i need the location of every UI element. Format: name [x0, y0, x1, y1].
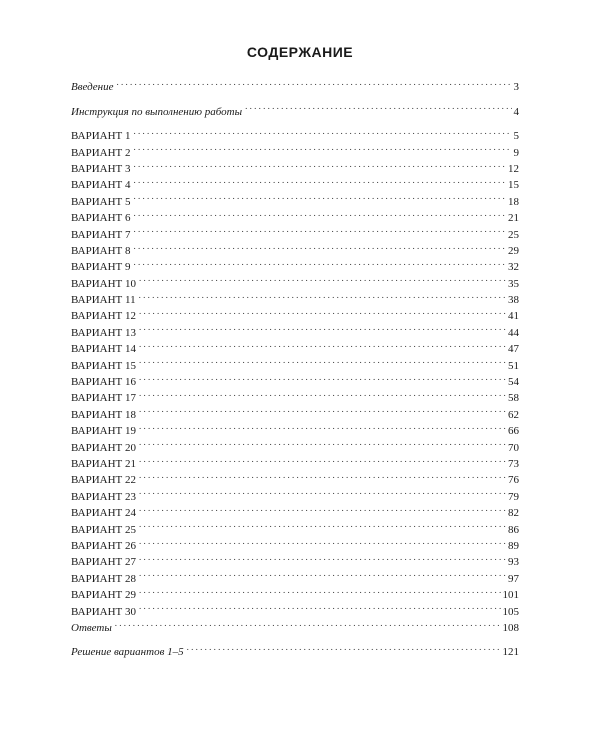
- toc-entry-page: 12: [508, 162, 519, 175]
- dot-leader: [134, 139, 512, 155]
- toc-entry-label: ВАРИАНТ 27: [71, 556, 137, 569]
- toc-entry-label: ВАРИАНТ 5: [71, 195, 131, 208]
- toc-entry-instructions: [71, 98, 519, 118]
- toc-entry-page: 51: [508, 359, 519, 372]
- dot-leader: [139, 467, 506, 483]
- dot-leader: [139, 598, 500, 614]
- toc-entry-variant: [71, 172, 519, 192]
- toc-entry-variant: [71, 319, 519, 339]
- toc-entry-label: ВАРИАНТ 22: [71, 474, 137, 487]
- dot-leader: [139, 336, 506, 352]
- toc-entry-label: ВАРИАНТ 16: [71, 376, 137, 389]
- toc-entry-page: 82: [508, 507, 519, 520]
- toc-entry-label: ВАРИАНТ 12: [71, 310, 137, 323]
- toc-entry-solutions: [71, 639, 519, 659]
- dot-leader: [139, 401, 506, 417]
- toc-entry-variant: [71, 401, 519, 421]
- dot-leader: [134, 221, 506, 237]
- dot-leader: [134, 254, 506, 270]
- toc-entry-label: ВАРИАНТ 8: [71, 244, 131, 257]
- dot-leader: [139, 533, 506, 549]
- dot-leader: [139, 369, 506, 385]
- toc-entry-label: Введение: [71, 81, 114, 94]
- toc-entry-page: 38: [508, 294, 519, 307]
- toc-entry-page: 47: [508, 343, 519, 356]
- dot-leader: [139, 434, 506, 450]
- dot-leader: [139, 483, 506, 499]
- toc-entry-label: ВАРИАНТ 28: [71, 572, 137, 585]
- toc-entry-label: ВАРИАНТ 30: [71, 605, 137, 618]
- toc-entry-variant: [71, 221, 519, 241]
- toc-entry-page: 86: [508, 523, 519, 536]
- spacer: [71, 90, 519, 98]
- dot-leader: [139, 451, 506, 467]
- dot-leader: [139, 565, 506, 581]
- toc-entry-page: 89: [508, 539, 519, 552]
- toc-entry-label: ВАРИАНТ 7: [71, 228, 131, 241]
- toc-entry-variant: [71, 287, 519, 307]
- toc-entry-variant: [71, 565, 519, 585]
- toc-entry-page: 35: [508, 277, 519, 290]
- toc-entry-variant: [71, 549, 519, 569]
- toc-entry-page: 25: [508, 228, 519, 241]
- toc-entry-page: 32: [508, 261, 519, 274]
- toc-entry-page: 93: [508, 556, 519, 569]
- dot-leader: [139, 352, 506, 368]
- dot-leader: [117, 74, 512, 90]
- dot-leader: [134, 238, 506, 254]
- toc-entry-variant: [71, 582, 519, 602]
- toc-entry-variant: [71, 238, 519, 257]
- toc-entry-variant: [71, 139, 519, 159]
- spacer: [71, 631, 519, 639]
- toc-entry-variant: [71, 123, 519, 143]
- toc-entry-label: ВАРИАНТ 18: [71, 408, 137, 421]
- toc-entry-variant: [71, 369, 519, 389]
- toc-entry-variant: [71, 451, 519, 470]
- dot-leader: [245, 98, 511, 114]
- dot-leader: [139, 500, 506, 516]
- toc-entry-page: 73: [508, 457, 519, 470]
- toc-entry-page: 79: [508, 490, 519, 503]
- toc-entry-variant: [71, 205, 519, 225]
- toc-entry-variant: [71, 352, 519, 372]
- toc-entry-page: 62: [508, 408, 519, 421]
- dot-leader: [139, 303, 506, 319]
- toc-entry-label: ВАРИАНТ 14: [71, 343, 137, 356]
- toc-entry-page: 4: [513, 105, 519, 118]
- toc-entry-page: 121: [502, 646, 519, 659]
- toc-entry-page: 54: [508, 376, 519, 389]
- toc-entry-variant: [71, 156, 519, 175]
- toc-entry-page: 97: [508, 572, 519, 585]
- toc-entry-page: 76: [508, 474, 519, 487]
- dot-leader: [139, 287, 506, 303]
- dot-leader: [139, 516, 506, 532]
- toc-entry-label: Инструкция по выполнению работы: [71, 105, 243, 118]
- dot-leader: [134, 205, 506, 221]
- toc-entry-variant: [71, 385, 519, 405]
- toc-entry-variant: [71, 516, 519, 536]
- toc-entry-label: ВАРИАНТ 10: [71, 277, 137, 290]
- dot-leader: [134, 188, 506, 204]
- toc-entry-page: 44: [508, 326, 519, 339]
- toc-entry-page: 9: [513, 146, 519, 159]
- dot-leader: [139, 549, 506, 565]
- toc-entry-variant: [71, 483, 519, 503]
- toc-entry-label: ВАРИАНТ 20: [71, 441, 137, 454]
- toc-entry-label: ВАРИАНТ 4: [71, 179, 131, 192]
- dot-leader: [187, 639, 501, 655]
- toc-entry-intro: [71, 74, 519, 94]
- toc-entry-label: ВАРИАНТ 1: [71, 130, 131, 143]
- toc-entry-variant: [71, 188, 519, 208]
- toc-entry-label: ВАРИАНТ 6: [71, 212, 131, 225]
- dot-leader: [139, 319, 506, 335]
- dot-leader: [134, 123, 512, 139]
- toc-entry-variant: [71, 254, 519, 274]
- toc-entry-variant: [71, 533, 519, 552]
- toc-entry-page: 41: [508, 310, 519, 323]
- toc-entry-answers: [71, 615, 519, 634]
- toc-entry-label: ВАРИАНТ 25: [71, 523, 137, 536]
- toc-entry-variant: [71, 598, 519, 618]
- toc-entry-page: 70: [508, 441, 519, 454]
- toc-entry-page: 105: [502, 605, 519, 618]
- toc-entry-label: ВАРИАНТ 19: [71, 425, 137, 438]
- toc-entry-label: ВАРИАНТ 15: [71, 359, 137, 372]
- dot-leader: [139, 385, 506, 401]
- toc-entry-variant: [71, 336, 519, 356]
- toc-entry-variant: [71, 500, 519, 520]
- toc-entry-label: ВАРИАНТ 17: [71, 392, 137, 405]
- toc-entry-page: 5: [513, 130, 519, 143]
- page-title: СОДЕРЖАНИЕ: [246, 44, 354, 60]
- toc-entry-page: 15: [508, 179, 519, 192]
- toc-entry-variant: [71, 467, 519, 487]
- table-of-contents: [71, 74, 519, 659]
- toc-entry-page: 58: [508, 392, 519, 405]
- toc-entry-variant: [71, 270, 519, 290]
- toc-entry-page: 3: [513, 81, 519, 94]
- toc-entry-page: 18: [508, 195, 519, 208]
- toc-entry-label: ВАРИАНТ 23: [71, 490, 137, 503]
- toc-entry-page: 101: [502, 589, 519, 602]
- toc-entry-label: ВАРИАНТ 9: [71, 261, 131, 274]
- dot-leader: [139, 418, 506, 434]
- toc-entry-page: 66: [508, 425, 519, 438]
- toc-entry-variant: [71, 434, 519, 454]
- toc-entry-label: ВАРИАНТ 13: [71, 326, 137, 339]
- toc-entry-label: ВАРИАНТ 29: [71, 589, 137, 602]
- dot-leader: [115, 615, 501, 631]
- dot-leader: [134, 156, 506, 172]
- dot-leader: [139, 270, 506, 286]
- toc-entry-label: ВАРИАНТ 11: [71, 294, 136, 307]
- toc-entry-variant: [71, 303, 519, 323]
- dot-leader: [139, 582, 500, 598]
- variants-list: [71, 123, 519, 618]
- toc-entry-label: Ответы: [71, 621, 112, 634]
- toc-entry-label: ВАРИАНТ 26: [71, 539, 137, 552]
- dot-leader: [134, 172, 506, 188]
- toc-entry-label: ВАРИАНТ 24: [71, 507, 137, 520]
- toc-entry-page: 29: [508, 244, 519, 257]
- toc-entry-page: 108: [502, 621, 519, 634]
- toc-entry-label: ВАРИАНТ 3: [71, 162, 131, 175]
- toc-entry-page: 21: [508, 212, 519, 225]
- toc-entry-variant: [71, 418, 519, 438]
- toc-entry-label: ВАРИАНТ 21: [71, 457, 137, 470]
- toc-entry-label: ВАРИАНТ 2: [71, 146, 131, 159]
- toc-entry-label: Решение вариантов 1–5: [71, 646, 184, 659]
